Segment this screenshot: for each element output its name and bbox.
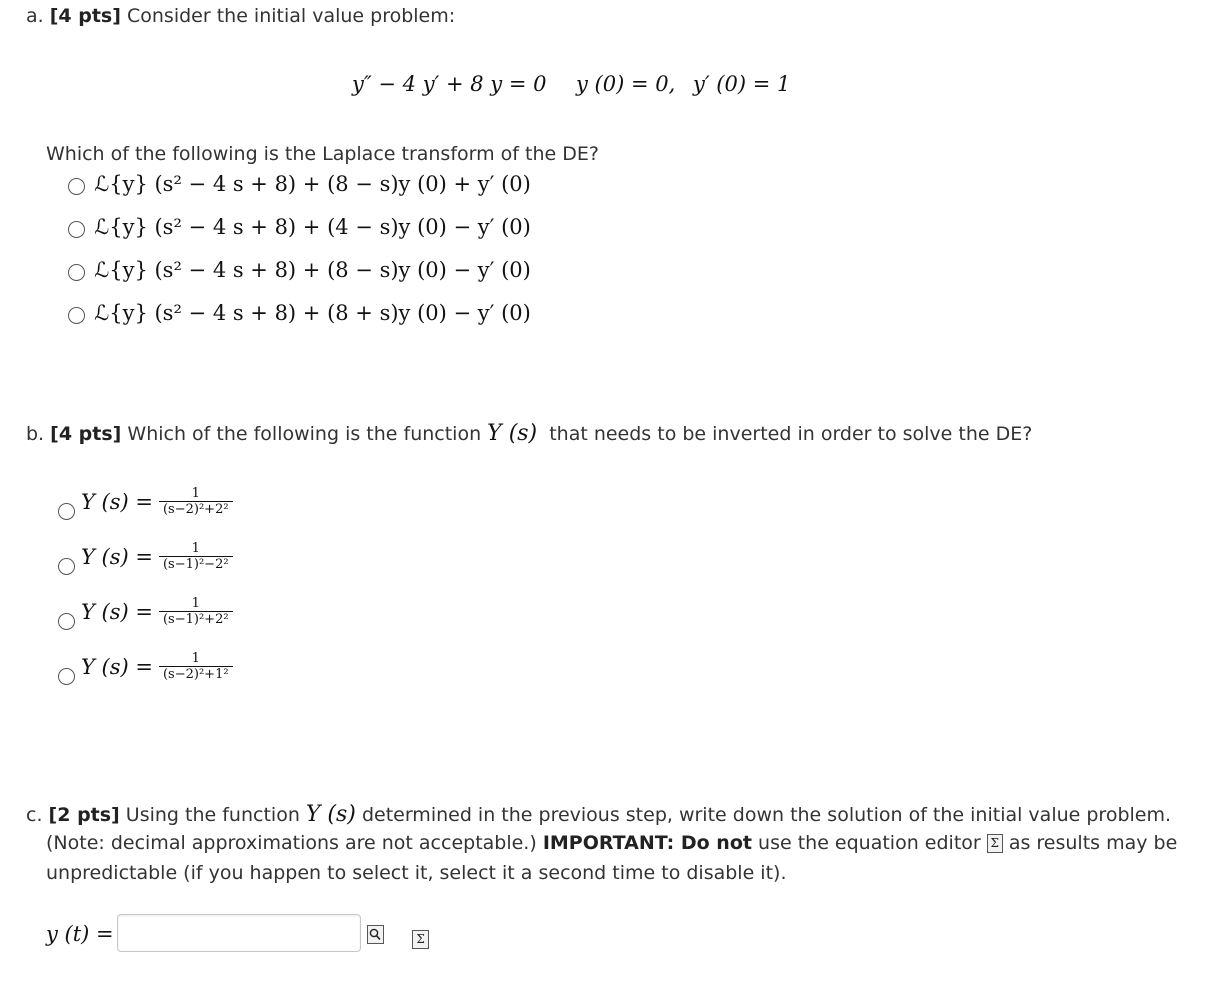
function-symbol: Y (s) xyxy=(487,421,538,446)
answer-label-text: y (t) = xyxy=(46,922,114,946)
part-b-question-pre: Which of the following is the function xyxy=(127,423,482,445)
option-b4-fraction xyxy=(159,652,233,682)
preview-icon[interactable] xyxy=(367,925,384,944)
part-b-points: [4 pts] xyxy=(50,423,122,445)
radio-button[interactable] xyxy=(58,668,75,685)
option-b1-fraction xyxy=(159,487,233,517)
answer-label xyxy=(46,922,114,946)
part-c-line1-post: determined in the previous step, write down the solution of the initial value problem. xyxy=(361,804,1172,826)
option-b2-fraction xyxy=(159,542,233,572)
part-a-points: [4 pts] xyxy=(49,5,121,27)
radio-button[interactable] xyxy=(58,503,75,520)
fraction-numerator: 1 xyxy=(191,541,200,556)
option-b4[interactable] xyxy=(58,647,233,687)
option-a2[interactable] xyxy=(68,215,531,239)
ic1-text: y (0) = 0, xyxy=(576,72,676,96)
part-c-line3: unpredictable (if you happen to select it, select it a second time to disable it). xyxy=(46,862,787,884)
equation-editor-button-icon[interactable]: Σ xyxy=(412,930,429,949)
equation-editor-icon: Σ xyxy=(987,834,1003,853)
initial-condition-2 xyxy=(693,72,790,96)
fraction-denominator: (s−2)²+1² xyxy=(159,666,233,682)
radio-button[interactable] xyxy=(68,264,85,281)
radio-button[interactable] xyxy=(68,307,85,324)
fraction-numerator: 1 xyxy=(191,486,200,501)
fraction-denominator: (s−2)²+2² xyxy=(159,501,233,517)
part-b-question-post: that needs to be inverted in order to solve the DE? xyxy=(549,423,1033,445)
part-c-line2-mid: use the equation editor xyxy=(758,832,981,854)
part-a-prompt: Consider the initial value problem: xyxy=(126,5,456,27)
part-b-header xyxy=(26,420,1032,448)
function-symbol: Y (s) xyxy=(305,802,356,827)
fraction-denominator: (s−1)²−2² xyxy=(159,556,233,572)
part-c-note: (Note: decimal approximations are not acceptable.) xyxy=(46,832,537,854)
option-b3-fraction xyxy=(159,597,233,627)
part-c-line1-pre: Using the function xyxy=(125,804,300,826)
part-c-line1 xyxy=(26,801,1171,829)
part-c-line2 xyxy=(46,829,1177,857)
option-a1[interactable] xyxy=(68,172,531,196)
option-a3-label: ℒ{y} (s² − 4 s + 8) + (8 − s)y (0) − y′ (0) xyxy=(94,258,531,282)
option-a2-label: ℒ{y} (s² − 4 s + 8) + (4 − s)y (0) − y′ (0) xyxy=(94,215,531,239)
fraction-numerator: 1 xyxy=(191,651,200,666)
part-a-label: a. xyxy=(26,5,44,27)
part-c-label: c. xyxy=(26,804,43,826)
option-b1-lhs: Y (s) = xyxy=(81,490,153,514)
option-b4-lhs: Y (s) = xyxy=(81,655,153,679)
option-b1[interactable] xyxy=(58,482,233,522)
fraction-numerator: 1 xyxy=(191,596,200,611)
initial-condition-1 xyxy=(576,72,675,96)
differential-equation xyxy=(352,72,546,96)
option-b2-lhs: Y (s) = xyxy=(81,545,153,569)
de-equation: y″ − 4 y′ + 8 y = 0 xyxy=(352,72,547,96)
option-b2[interactable] xyxy=(58,537,233,577)
option-b3-lhs: Y (s) = xyxy=(81,600,153,624)
part-c-points: [2 pts] xyxy=(48,804,120,826)
part-c-line2-post: as results may be xyxy=(1008,832,1178,854)
ic2-text: y′ (0) = 1 xyxy=(693,72,791,96)
part-a-header xyxy=(26,2,455,30)
fraction-denominator: (s−1)²+2² xyxy=(159,611,233,627)
radio-button[interactable] xyxy=(58,613,75,630)
option-b3[interactable] xyxy=(58,592,233,632)
part-b-label: b. xyxy=(26,423,45,445)
magnifier-glyph xyxy=(368,926,383,943)
option-a3[interactable] xyxy=(68,258,531,282)
answer-input[interactable] xyxy=(117,914,361,952)
radio-button[interactable] xyxy=(58,558,75,575)
option-a1-label: ℒ{y} (s² − 4 s + 8) + (8 − s)y (0) + y′ (0) xyxy=(94,172,531,196)
part-a-question: Which of the following is the Laplace transform of the DE? xyxy=(46,143,599,165)
important-notice: IMPORTANT: Do not xyxy=(542,832,752,854)
option-a4-label: ℒ{y} (s² − 4 s + 8) + (8 + s)y (0) − y′ (0) xyxy=(94,301,531,325)
radio-button[interactable] xyxy=(68,221,85,238)
radio-button[interactable] xyxy=(68,178,85,195)
option-a4[interactable] xyxy=(68,301,531,325)
